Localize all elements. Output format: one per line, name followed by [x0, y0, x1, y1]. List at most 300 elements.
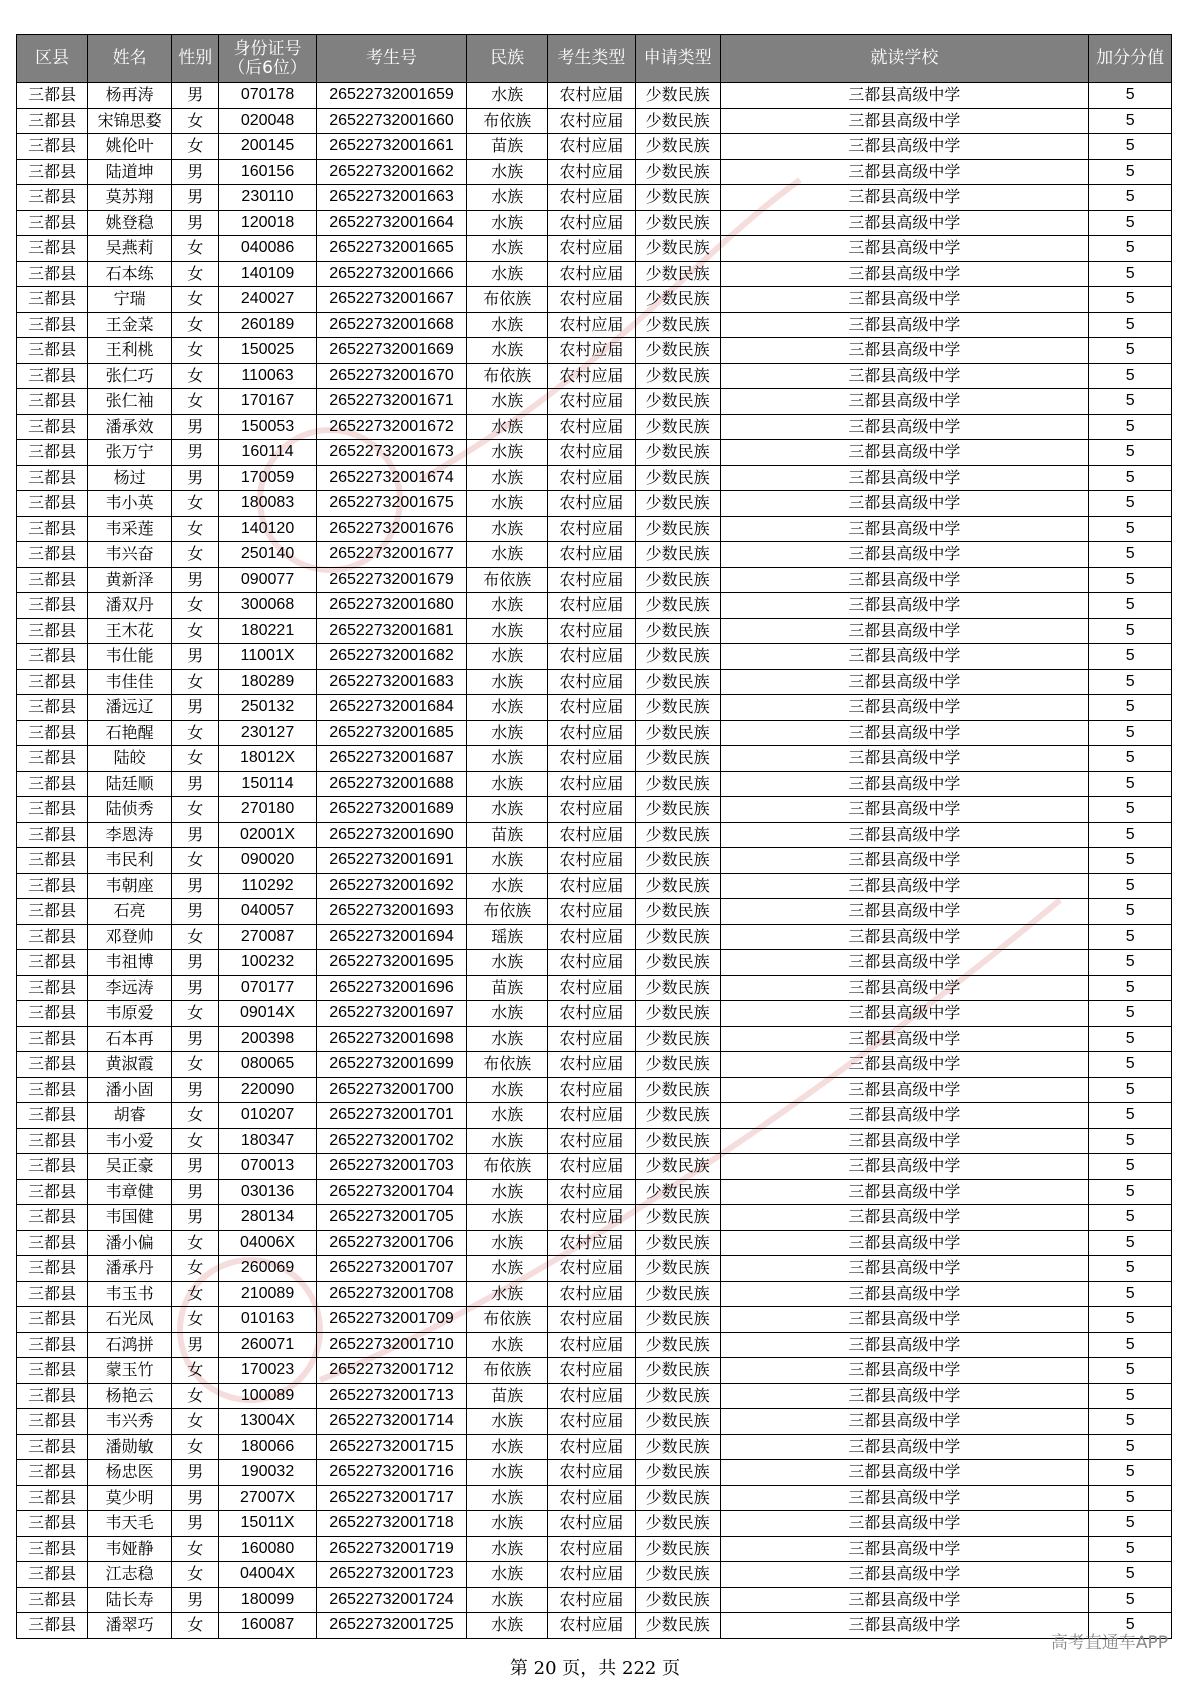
cell-exam-no: 26522732001724	[316, 1587, 467, 1613]
cell-gender: 男	[171, 465, 219, 491]
cell-points: 5	[1089, 873, 1172, 899]
cell-points: 5	[1089, 924, 1172, 950]
cell-apply-type: 少数民族	[635, 1332, 720, 1358]
cell-gender: 女	[171, 1358, 219, 1384]
cell-exam-type: 农村应届	[547, 1511, 635, 1537]
cell-name: 石本再	[88, 1026, 172, 1052]
cell-name: 陆道坤	[88, 159, 172, 185]
cell-exam-no: 26522732001670	[316, 363, 467, 389]
table-row	[17, 1587, 1172, 1613]
cell-apply-type: 少数民族	[635, 1205, 720, 1231]
col-header-points: 加分分值	[1089, 35, 1172, 83]
cell-name: 韦采莲	[88, 516, 172, 542]
table-row	[17, 618, 1172, 644]
cell-exam-no: 26522732001702	[316, 1128, 467, 1154]
cell-exam-no: 26522732001717	[316, 1485, 467, 1511]
cell-exam-no: 26522732001674	[316, 465, 467, 491]
cell-county: 三都县	[17, 873, 88, 899]
cell-id-last6: 270180	[219, 797, 316, 823]
cell-school: 三都县高级中学	[720, 1179, 1089, 1205]
cell-gender: 女	[171, 1613, 219, 1639]
cell-county: 三都县	[17, 1179, 88, 1205]
cell-exam-type: 农村应届	[547, 1256, 635, 1282]
cell-county: 三都县	[17, 1536, 88, 1562]
cell-county: 三都县	[17, 363, 88, 389]
cell-apply-type: 少数民族	[635, 312, 720, 338]
cell-id-last6: 300068	[219, 593, 316, 619]
cell-exam-type: 农村应届	[547, 618, 635, 644]
cell-county: 三都县	[17, 261, 88, 287]
cell-name: 潘勋敏	[88, 1434, 172, 1460]
cell-school: 三都县高级中学	[720, 669, 1089, 695]
cell-exam-type: 农村应届	[547, 210, 635, 236]
cell-ethnicity: 瑶族	[467, 924, 548, 950]
cell-id-last6: 180347	[219, 1128, 316, 1154]
table-row	[17, 1256, 1172, 1282]
cell-gender: 男	[171, 975, 219, 1001]
cell-apply-type: 少数民族	[635, 822, 720, 848]
cell-id-last6: 170167	[219, 389, 316, 415]
cell-county: 三都县	[17, 1103, 88, 1129]
table-body	[17, 83, 1172, 1639]
cell-county: 三都县	[17, 1077, 88, 1103]
cell-exam-type: 农村应届	[547, 159, 635, 185]
cell-county: 三都县	[17, 465, 88, 491]
cell-county: 三都县	[17, 210, 88, 236]
cell-school: 三都县高级中学	[720, 83, 1089, 109]
cell-points: 5	[1089, 465, 1172, 491]
cell-id-last6: 270087	[219, 924, 316, 950]
cell-points: 5	[1089, 1154, 1172, 1180]
cell-id-last6: 220090	[219, 1077, 316, 1103]
table-row	[17, 83, 1172, 109]
cell-points: 5	[1089, 567, 1172, 593]
cell-exam-no: 26522732001660	[316, 108, 467, 134]
cell-points: 5	[1089, 414, 1172, 440]
cell-id-last6: 040057	[219, 899, 316, 925]
cell-school: 三都县高级中学	[720, 1383, 1089, 1409]
cell-points: 5	[1089, 1562, 1172, 1588]
cell-points: 5	[1089, 312, 1172, 338]
cell-exam-no: 26522732001699	[316, 1052, 467, 1078]
cell-county: 三都县	[17, 797, 88, 823]
cell-ethnicity: 布依族	[467, 567, 548, 593]
cell-points: 5	[1089, 287, 1172, 313]
cell-apply-type: 少数民族	[635, 542, 720, 568]
cell-gender: 女	[171, 1281, 219, 1307]
cell-ethnicity: 布依族	[467, 899, 548, 925]
cell-points: 5	[1089, 210, 1172, 236]
cell-county: 三都县	[17, 1434, 88, 1460]
cell-ethnicity: 水族	[467, 746, 548, 772]
cell-exam-type: 农村应届	[547, 1103, 635, 1129]
cell-exam-no: 26522732001690	[316, 822, 467, 848]
cell-gender: 男	[171, 899, 219, 925]
cell-name: 蒙玉竹	[88, 1358, 172, 1384]
cell-ethnicity: 水族	[467, 159, 548, 185]
cell-apply-type: 少数民族	[635, 873, 720, 899]
cell-school: 三都县高级中学	[720, 1230, 1089, 1256]
cell-school: 三都县高级中学	[720, 1052, 1089, 1078]
cell-exam-no: 26522732001675	[316, 491, 467, 517]
cell-exam-type: 农村应届	[547, 1077, 635, 1103]
cell-exam-type: 农村应届	[547, 414, 635, 440]
cell-ethnicity: 水族	[467, 950, 548, 976]
cell-exam-no: 26522732001659	[316, 83, 467, 109]
table-row	[17, 950, 1172, 976]
cell-ethnicity: 水族	[467, 1281, 548, 1307]
cell-ethnicity: 水族	[467, 491, 548, 517]
cell-school: 三都县高级中学	[720, 1511, 1089, 1537]
cell-exam-type: 农村应届	[547, 465, 635, 491]
cell-ethnicity: 苗族	[467, 134, 548, 160]
cell-name: 张仁巧	[88, 363, 172, 389]
cell-exam-type: 农村应届	[547, 1613, 635, 1639]
cell-county: 三都县	[17, 1358, 88, 1384]
cell-name: 韦章健	[88, 1179, 172, 1205]
table-row	[17, 210, 1172, 236]
cell-gender: 男	[171, 1179, 219, 1205]
cell-county: 三都县	[17, 440, 88, 466]
cell-apply-type: 少数民族	[635, 1613, 720, 1639]
cell-gender: 女	[171, 1230, 219, 1256]
cell-county: 三都县	[17, 1205, 88, 1231]
cell-apply-type: 少数民族	[635, 1179, 720, 1205]
table-row	[17, 1434, 1172, 1460]
cell-ethnicity: 水族	[467, 1001, 548, 1027]
cell-school: 三都县高级中学	[720, 899, 1089, 925]
cell-exam-no: 26522732001680	[316, 593, 467, 619]
cell-school: 三都县高级中学	[720, 210, 1089, 236]
col-header-gender: 性别	[171, 35, 219, 83]
cell-ethnicity: 水族	[467, 338, 548, 364]
cell-id-last6: 180289	[219, 669, 316, 695]
cell-apply-type: 少数民族	[635, 338, 720, 364]
cell-school: 三都县高级中学	[720, 1205, 1089, 1231]
cell-gender: 女	[171, 1409, 219, 1435]
cell-id-last6: 260189	[219, 312, 316, 338]
cell-exam-type: 农村应届	[547, 1230, 635, 1256]
cell-id-last6: 18012X	[219, 746, 316, 772]
cell-exam-no: 26522732001716	[316, 1460, 467, 1486]
cell-points: 5	[1089, 1409, 1172, 1435]
cell-exam-type: 农村应届	[547, 1562, 635, 1588]
cell-name: 韦民利	[88, 848, 172, 874]
table-row	[17, 338, 1172, 364]
cell-gender: 男	[171, 822, 219, 848]
cell-apply-type: 少数民族	[635, 720, 720, 746]
cell-gender: 男	[171, 695, 219, 721]
cell-points: 5	[1089, 236, 1172, 262]
cell-school: 三都县高级中学	[720, 644, 1089, 670]
cell-gender: 女	[171, 1052, 219, 1078]
cell-county: 三都县	[17, 134, 88, 160]
cell-exam-type: 农村应届	[547, 1307, 635, 1333]
cell-gender: 女	[171, 746, 219, 772]
cell-exam-no: 26522732001671	[316, 389, 467, 415]
cell-school: 三都县高级中学	[720, 1613, 1089, 1639]
cell-apply-type: 少数民族	[635, 1562, 720, 1588]
cell-school: 三都县高级中学	[720, 567, 1089, 593]
table-row	[17, 236, 1172, 262]
cell-name: 石光凤	[88, 1307, 172, 1333]
cell-ethnicity: 水族	[467, 312, 548, 338]
cell-exam-type: 农村应届	[547, 644, 635, 670]
cell-name: 张仁袖	[88, 389, 172, 415]
table-row	[17, 516, 1172, 542]
cell-name: 石艳醒	[88, 720, 172, 746]
cell-apply-type: 少数民族	[635, 593, 720, 619]
cell-ethnicity: 水族	[467, 1026, 548, 1052]
table-row	[17, 797, 1172, 823]
cell-name: 杨忠医	[88, 1460, 172, 1486]
cell-ethnicity: 水族	[467, 83, 548, 109]
cell-points: 5	[1089, 1434, 1172, 1460]
cell-exam-type: 农村应届	[547, 899, 635, 925]
table-header-row	[17, 35, 1172, 83]
cell-points: 5	[1089, 185, 1172, 211]
cell-county: 三都县	[17, 1587, 88, 1613]
cell-exam-no: 26522732001696	[316, 975, 467, 1001]
cell-exam-type: 农村应届	[547, 746, 635, 772]
cell-gender: 男	[171, 1460, 219, 1486]
cell-id-last6: 02001X	[219, 822, 316, 848]
cell-exam-no: 26522732001693	[316, 899, 467, 925]
cell-gender: 女	[171, 134, 219, 160]
cell-exam-no: 26522732001723	[316, 1562, 467, 1588]
cell-id-last6: 230127	[219, 720, 316, 746]
cell-points: 5	[1089, 261, 1172, 287]
cell-county: 三都县	[17, 899, 88, 925]
cell-name: 韦玉书	[88, 1281, 172, 1307]
cell-points: 5	[1089, 975, 1172, 1001]
cell-exam-type: 农村应届	[547, 389, 635, 415]
cell-name: 宋锦思婺	[88, 108, 172, 134]
cell-points: 5	[1089, 1511, 1172, 1537]
cell-name: 石本练	[88, 261, 172, 287]
cell-apply-type: 少数民族	[635, 950, 720, 976]
cell-exam-type: 农村应届	[547, 338, 635, 364]
cell-exam-type: 农村应届	[547, 516, 635, 542]
cell-exam-type: 农村应届	[547, 1205, 635, 1231]
cell-id-last6: 04004X	[219, 1562, 316, 1588]
cell-gender: 女	[171, 338, 219, 364]
cell-county: 三都县	[17, 1281, 88, 1307]
cell-school: 三都县高级中学	[720, 593, 1089, 619]
cell-ethnicity: 水族	[467, 1613, 548, 1639]
cell-exam-type: 农村应届	[547, 287, 635, 313]
cell-points: 5	[1089, 1179, 1172, 1205]
cell-gender: 男	[171, 1205, 219, 1231]
cell-exam-type: 农村应届	[547, 134, 635, 160]
table-row	[17, 1536, 1172, 1562]
cell-id-last6: 180066	[219, 1434, 316, 1460]
cell-apply-type: 少数民族	[635, 1103, 720, 1129]
cell-points: 5	[1089, 618, 1172, 644]
cell-school: 三都县高级中学	[720, 1307, 1089, 1333]
cell-ethnicity: 水族	[467, 1077, 548, 1103]
table-row	[17, 644, 1172, 670]
cell-county: 三都县	[17, 771, 88, 797]
cell-name: 王利桃	[88, 338, 172, 364]
cell-apply-type: 少数民族	[635, 414, 720, 440]
table-row	[17, 1613, 1172, 1639]
cell-apply-type: 少数民族	[635, 491, 720, 517]
cell-ethnicity: 布依族	[467, 108, 548, 134]
page-footer: 第 20 页，共 222 页	[509, 1658, 681, 1679]
table-row	[17, 159, 1172, 185]
cell-gender: 男	[171, 567, 219, 593]
cell-exam-type: 农村应届	[547, 1154, 635, 1180]
cell-name: 韦佳佳	[88, 669, 172, 695]
cell-apply-type: 少数民族	[635, 924, 720, 950]
cell-county: 三都县	[17, 108, 88, 134]
cell-gender: 男	[171, 185, 219, 211]
cell-school: 三都县高级中学	[720, 950, 1089, 976]
cell-id-last6: 240027	[219, 287, 316, 313]
cell-school: 三都县高级中学	[720, 1256, 1089, 1282]
cell-gender: 男	[171, 1332, 219, 1358]
cell-exam-no: 26522732001700	[316, 1077, 467, 1103]
cell-county: 三都县	[17, 644, 88, 670]
cell-exam-no: 26522732001691	[316, 848, 467, 874]
table-row	[17, 1052, 1172, 1078]
cell-school: 三都县高级中学	[720, 1154, 1089, 1180]
cell-apply-type: 少数民族	[635, 1154, 720, 1180]
cell-school: 三都县高级中学	[720, 1485, 1089, 1511]
cell-ethnicity: 水族	[467, 465, 548, 491]
cell-ethnicity: 水族	[467, 440, 548, 466]
cell-county: 三都县	[17, 312, 88, 338]
cell-points: 5	[1089, 771, 1172, 797]
cell-points: 5	[1089, 1230, 1172, 1256]
cell-ethnicity: 水族	[467, 1230, 548, 1256]
cell-points: 5	[1089, 338, 1172, 364]
cell-county: 三都县	[17, 746, 88, 772]
cell-points: 5	[1089, 1613, 1172, 1639]
cell-county: 三都县	[17, 593, 88, 619]
cell-ethnicity: 水族	[467, 261, 548, 287]
cell-exam-no: 26522732001677	[316, 542, 467, 568]
cell-county: 三都县	[17, 1230, 88, 1256]
cell-id-last6: 250132	[219, 695, 316, 721]
cell-points: 5	[1089, 389, 1172, 415]
cell-name: 莫苏翔	[88, 185, 172, 211]
cell-name: 邓登帅	[88, 924, 172, 950]
cell-gender: 女	[171, 618, 219, 644]
cell-points: 5	[1089, 746, 1172, 772]
cell-points: 5	[1089, 363, 1172, 389]
cell-county: 三都县	[17, 1001, 88, 1027]
cell-exam-type: 农村应届	[547, 440, 635, 466]
cell-id-last6: 260069	[219, 1256, 316, 1282]
cell-school: 三都县高级中学	[720, 108, 1089, 134]
cell-ethnicity: 水族	[467, 618, 548, 644]
cell-gender: 女	[171, 312, 219, 338]
table-row	[17, 1511, 1172, 1537]
cell-exam-no: 26522732001718	[316, 1511, 467, 1537]
cell-apply-type: 少数民族	[635, 1230, 720, 1256]
cell-ethnicity: 水族	[467, 1205, 548, 1231]
cell-exam-no: 26522732001692	[316, 873, 467, 899]
cell-ethnicity: 水族	[467, 1103, 548, 1129]
col-header-ethnicity: 民族	[467, 35, 548, 83]
cell-points: 5	[1089, 797, 1172, 823]
cell-school: 三都县高级中学	[720, 618, 1089, 644]
cell-points: 5	[1089, 108, 1172, 134]
cell-school: 三都县高级中学	[720, 1460, 1089, 1486]
cell-name: 吴正豪	[88, 1154, 172, 1180]
table-row	[17, 1358, 1172, 1384]
cell-name: 陆廷顺	[88, 771, 172, 797]
cell-name: 石亮	[88, 899, 172, 925]
cell-gender: 男	[171, 159, 219, 185]
cell-id-last6: 180099	[219, 1587, 316, 1613]
cell-apply-type: 少数民族	[635, 516, 720, 542]
cell-gender: 女	[171, 1383, 219, 1409]
col-header-exam-type: 考生类型	[547, 35, 635, 83]
cell-points: 5	[1089, 1536, 1172, 1562]
cell-id-last6: 150053	[219, 414, 316, 440]
cell-school: 三都县高级中学	[720, 414, 1089, 440]
cell-exam-no: 26522732001714	[316, 1409, 467, 1435]
table-row	[17, 261, 1172, 287]
cell-county: 三都县	[17, 720, 88, 746]
cell-apply-type: 少数民族	[635, 1001, 720, 1027]
cell-id-last6: 160087	[219, 1613, 316, 1639]
cell-exam-type: 农村应届	[547, 1332, 635, 1358]
cell-exam-type: 农村应届	[547, 1587, 635, 1613]
cell-id-last6: 090020	[219, 848, 316, 874]
cell-points: 5	[1089, 1358, 1172, 1384]
cell-ethnicity: 布依族	[467, 1052, 548, 1078]
cell-apply-type: 少数民族	[635, 1026, 720, 1052]
cell-exam-type: 农村应届	[547, 593, 635, 619]
cell-gender: 女	[171, 1562, 219, 1588]
table-row	[17, 873, 1172, 899]
cell-apply-type: 少数民族	[635, 1485, 720, 1511]
cell-county: 三都县	[17, 83, 88, 109]
table-row	[17, 822, 1172, 848]
cell-id-last6: 280134	[219, 1205, 316, 1231]
table-row	[17, 746, 1172, 772]
cell-county: 三都县	[17, 950, 88, 976]
cell-apply-type: 少数民族	[635, 389, 720, 415]
cell-ethnicity: 布依族	[467, 1307, 548, 1333]
cell-gender: 女	[171, 848, 219, 874]
cell-exam-no: 26522732001676	[316, 516, 467, 542]
cell-apply-type: 少数民族	[635, 210, 720, 236]
cell-school: 三都县高级中学	[720, 720, 1089, 746]
cell-points: 5	[1089, 1052, 1172, 1078]
cell-school: 三都县高级中学	[720, 797, 1089, 823]
cell-exam-type: 农村应届	[547, 1358, 635, 1384]
cell-exam-no: 26522732001683	[316, 669, 467, 695]
cell-ethnicity: 水族	[467, 1460, 548, 1486]
cell-county: 三都县	[17, 1511, 88, 1537]
cell-id-last6: 04006X	[219, 1230, 316, 1256]
cell-ethnicity: 水族	[467, 797, 548, 823]
cell-ethnicity: 水族	[467, 1409, 548, 1435]
col-header-name: 姓名	[88, 35, 172, 83]
cell-exam-type: 农村应届	[547, 822, 635, 848]
cell-name: 韦仕能	[88, 644, 172, 670]
cell-county: 三都县	[17, 1052, 88, 1078]
cell-apply-type: 少数民族	[635, 1281, 720, 1307]
cell-exam-no: 26522732001694	[316, 924, 467, 950]
cell-ethnicity: 水族	[467, 1332, 548, 1358]
cell-apply-type: 少数民族	[635, 644, 720, 670]
